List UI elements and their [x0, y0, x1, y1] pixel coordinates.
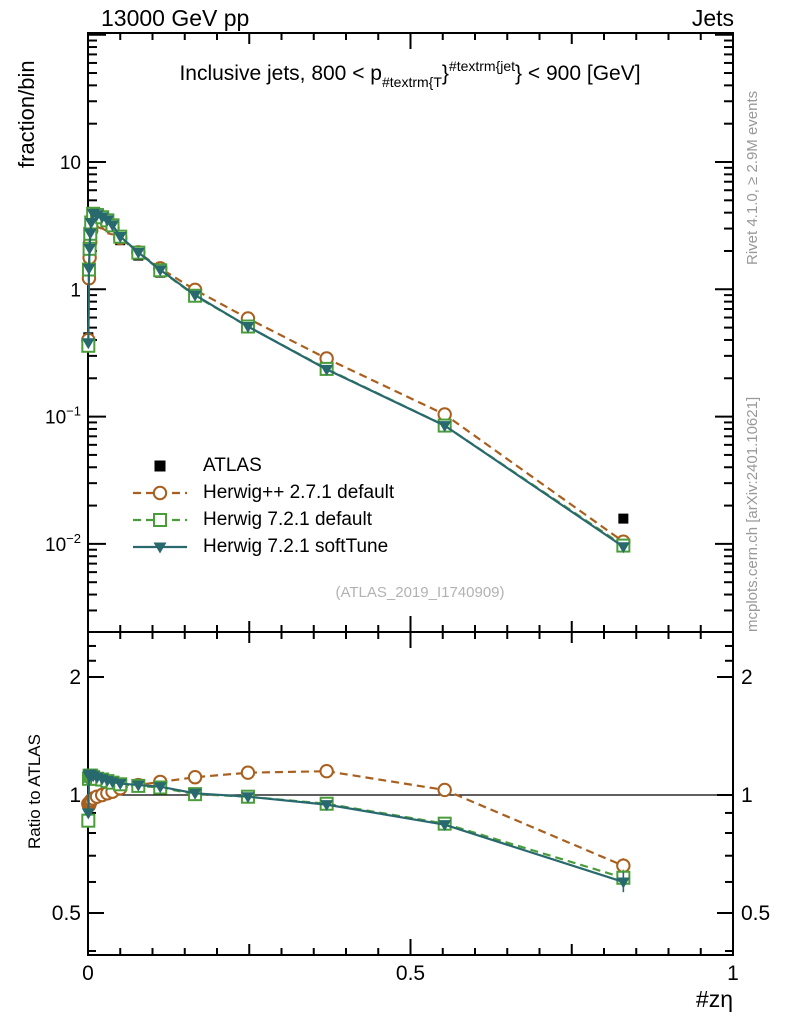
x-tick-label: 0 — [82, 962, 94, 985]
ratio-tick-label-left: 0.5 — [51, 902, 81, 926]
x-tick-label: 1 — [727, 962, 739, 985]
legend-item-herwig7-default — [131, 506, 394, 533]
ratio-tick-label-right: 0.5 — [741, 902, 771, 926]
plot-title-superscript: #textrm{jet — [448, 58, 516, 74]
y-tick-label: $10^{-2}$ — [45, 530, 81, 556]
legend-label: ATLAS — [203, 454, 262, 476]
beam-energy-label: 13000 GeV pp — [101, 5, 250, 31]
legend-label: Herwig 7.2.1 softTune — [203, 535, 389, 557]
analysis-id-watermark: (ATLAS_2019_I1740909) — [335, 584, 505, 601]
x-tick-label: 0.5 — [395, 962, 426, 985]
data-point — [242, 766, 254, 778]
plot-title — [120, 58, 700, 90]
data-point — [320, 765, 332, 777]
plot-title-brace2: } — [515, 62, 523, 85]
rivet-version-note: Rivet 4.1.0, ≥ 2.9M events — [744, 90, 761, 265]
analysis-group-label: Jets — [691, 5, 734, 31]
ratio-panel-axis-ticks — [52, 646, 770, 951]
legend-item-atlas — [131, 452, 394, 479]
legend-item-herwig7-softtune — [131, 533, 394, 560]
series-line-ratio — [88, 771, 623, 866]
legend-label: Herwig 7.2.1 default — [203, 508, 372, 530]
legend-item-herwigpp-default — [131, 479, 394, 506]
plot-title-subscript: #textrm{T — [381, 74, 442, 90]
herwig7-softtune-marker-icon — [131, 536, 189, 558]
y-axis-title-ratio: Ratio to ATLAS — [25, 734, 44, 849]
legend — [131, 452, 394, 560]
series-line-ratio — [88, 774, 623, 882]
y-tick-label: 10 — [59, 153, 81, 174]
herwig7-default-marker-icon — [131, 509, 189, 531]
plot-title-suffix: < 900 [GeV] — [522, 62, 641, 85]
ratio-tick-label-right: 2 — [741, 665, 753, 689]
herwigpp-marker-icon — [131, 482, 189, 504]
y-tick-label: $10^{-1}$ — [45, 403, 81, 429]
y-tick-label: 1 — [70, 280, 81, 302]
ratio-tick-label-right: 1 — [741, 784, 753, 807]
plot-title-brace1: } — [441, 62, 449, 85]
x-axis-title: #zη — [695, 986, 733, 1012]
ratio-tick-label-left: 2 — [69, 665, 81, 689]
atlas-marker-icon — [131, 455, 189, 477]
legend-label: Herwig++ 2.7.1 default — [203, 481, 395, 503]
plot-title-prefix: Inclusive jets, 800 < p — [179, 62, 382, 85]
ratio-tick-label-left: 1 — [69, 784, 81, 807]
data-point — [618, 514, 628, 524]
series-line-ratio — [88, 776, 623, 878]
y-axis-title-top: fraction/bin — [14, 60, 39, 168]
mcplots-reference-note: mcplots.cern.ch [arXiv:2401.10621] — [744, 396, 761, 632]
data-point — [189, 771, 201, 783]
data-point — [438, 784, 450, 796]
